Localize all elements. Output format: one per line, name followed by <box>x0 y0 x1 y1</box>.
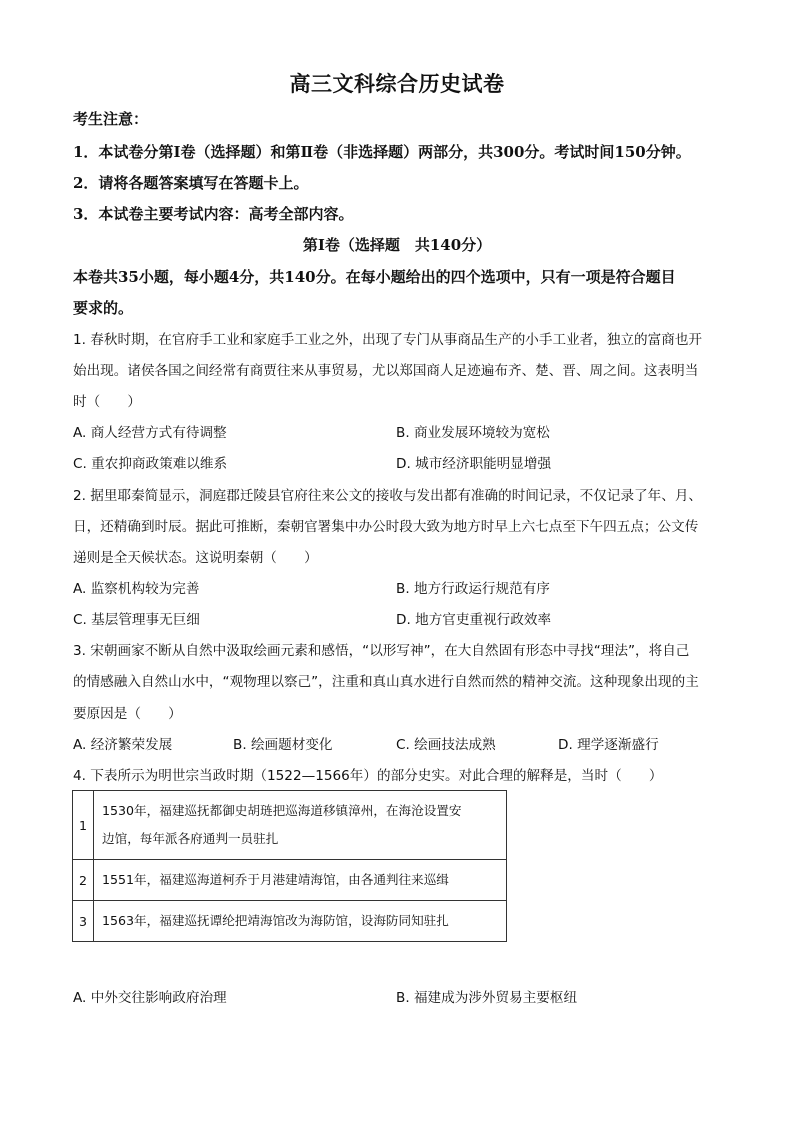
question-3-line-1: 3. 宋朝画家不断从自然中汲取绘画元素和感悟，“以形写神”，在大自然固有形态中寻找“理法”，将自己 <box>73 643 690 659</box>
table-row-text-line: 边馆，每年派各府通判一员驻扎 <box>102 831 279 846</box>
question-2-option-a[interactable]: A. 监察机构较为完善 <box>73 581 200 597</box>
table-row-number: 2 <box>73 860 94 901</box>
question-1-option-c[interactable]: C. 重农抑商政策难以维系 <box>73 456 228 472</box>
question-2-line-3: 递则是全天候状态。这说明秦朝（ ） <box>73 550 318 566</box>
table-row-number: 1 <box>73 791 94 860</box>
question-3-line-3: 要原因是（ ） <box>73 706 182 722</box>
question-2-option-c[interactable]: C. 基层管理事无巨细 <box>73 612 200 628</box>
section-heading: 第Ⅰ卷（选择题 共140分） <box>302 236 492 254</box>
table-row-text <box>94 791 507 860</box>
question-1-line-2: 始出现。诸侯各国之间经常有商贾往来从事贸易，尤以郑国商人足迹遍布齐、楚、晋、周之间。这表明当 <box>73 363 699 379</box>
exam-title: 高三文科综合历史试卷 <box>289 71 505 96</box>
section-intro-line-2: 要求的。 <box>73 299 134 317</box>
source-table <box>72 790 507 942</box>
question-1-option-b[interactable]: B. 商业发展环境较为宽松 <box>396 425 550 441</box>
table-row <box>73 791 507 860</box>
question-1-line-1: 1. 春秋时期，在官府手工业和家庭手工业之外，出现了专门从事商品生产的小手工业者，独立的富商也开 <box>73 332 703 348</box>
notice-item-3: 3．本试卷主要考试内容：高考全部内容。 <box>73 205 354 223</box>
question-4-line-1: 4. 下表所示为明世宗当政时期（1522—1566年）的部分史实。对此合理的解释是，当时（ ） <box>73 768 663 784</box>
question-1-line-3: 时（ ） <box>73 394 141 410</box>
question-3-option-c[interactable]: C. 绘画技法成熟 <box>396 737 496 753</box>
table-row-text-line: 1530年，福建巡抚都御史胡琏把巡海道移镇漳州，在海沧设置安 <box>102 803 462 818</box>
question-3-option-a[interactable]: A. 经济繁荣发展 <box>73 737 173 753</box>
question-3-option-b[interactable]: B. 绘画题材变化 <box>233 737 333 753</box>
question-2-option-b[interactable]: B. 地方行政运行规范有序 <box>396 581 550 597</box>
question-1-option-d[interactable]: D. 城市经济职能明显增强 <box>396 456 552 472</box>
question-2-option-d[interactable]: D. 地方官吏重视行政效率 <box>396 612 552 628</box>
notice-item-1: 1．本试卷分第Ⅰ卷（选择题）和第Ⅱ卷（非选择题）两部分，共300分。考试时间150分钟。 <box>73 143 691 161</box>
question-3-option-d[interactable]: D. 理学逐渐盛行 <box>558 737 659 753</box>
notice-item-2: 2．请将各题答案填写在答题卡上。 <box>73 174 309 192</box>
question-2-line-2: 日，还精确到时辰。据此可推断，秦朝官署集中办公时段大致为地方时早上六七点至下午四五点；公文传 <box>73 519 699 535</box>
table-row-text <box>94 860 507 901</box>
notice-heading: 考生注意： <box>73 110 149 128</box>
question-3-line-2: 的情感融入自然山水中，“观物理以察己”，注重和真山真水进行自然而然的精神交流。这种现象出现的主 <box>73 674 699 690</box>
question-4-option-b[interactable]: B. 福建成为涉外贸易主要枢纽 <box>396 990 578 1006</box>
table-row-number: 3 <box>73 901 94 942</box>
table-row <box>73 860 507 901</box>
table-row-text-line: 1563年，福建巡抚谭纶把靖海馆改为海防馆，设海防同知驻扎 <box>102 913 449 928</box>
table-row <box>73 901 507 942</box>
table-row-text <box>94 901 507 942</box>
table-row-text-line: 1551年，福建巡海道柯乔于月港建靖海馆，由各通判往来巡缉 <box>102 872 449 887</box>
question-1-option-a[interactable]: A. 商人经营方式有待调整 <box>73 425 227 441</box>
question-4-option-a[interactable]: A. 中外交往影响政府治理 <box>73 990 227 1006</box>
question-2-line-1: 2. 据里耶秦简显示，洞庭郡迁陵县官府往来公文的接收与发出都有准确的时间记录，不仅记录了年、月、 <box>73 488 703 504</box>
section-intro-line-1: 本卷共35小题，每小题4分，共140分。在每小题给出的四个选项中，只有一项是符合题目 <box>73 268 676 286</box>
